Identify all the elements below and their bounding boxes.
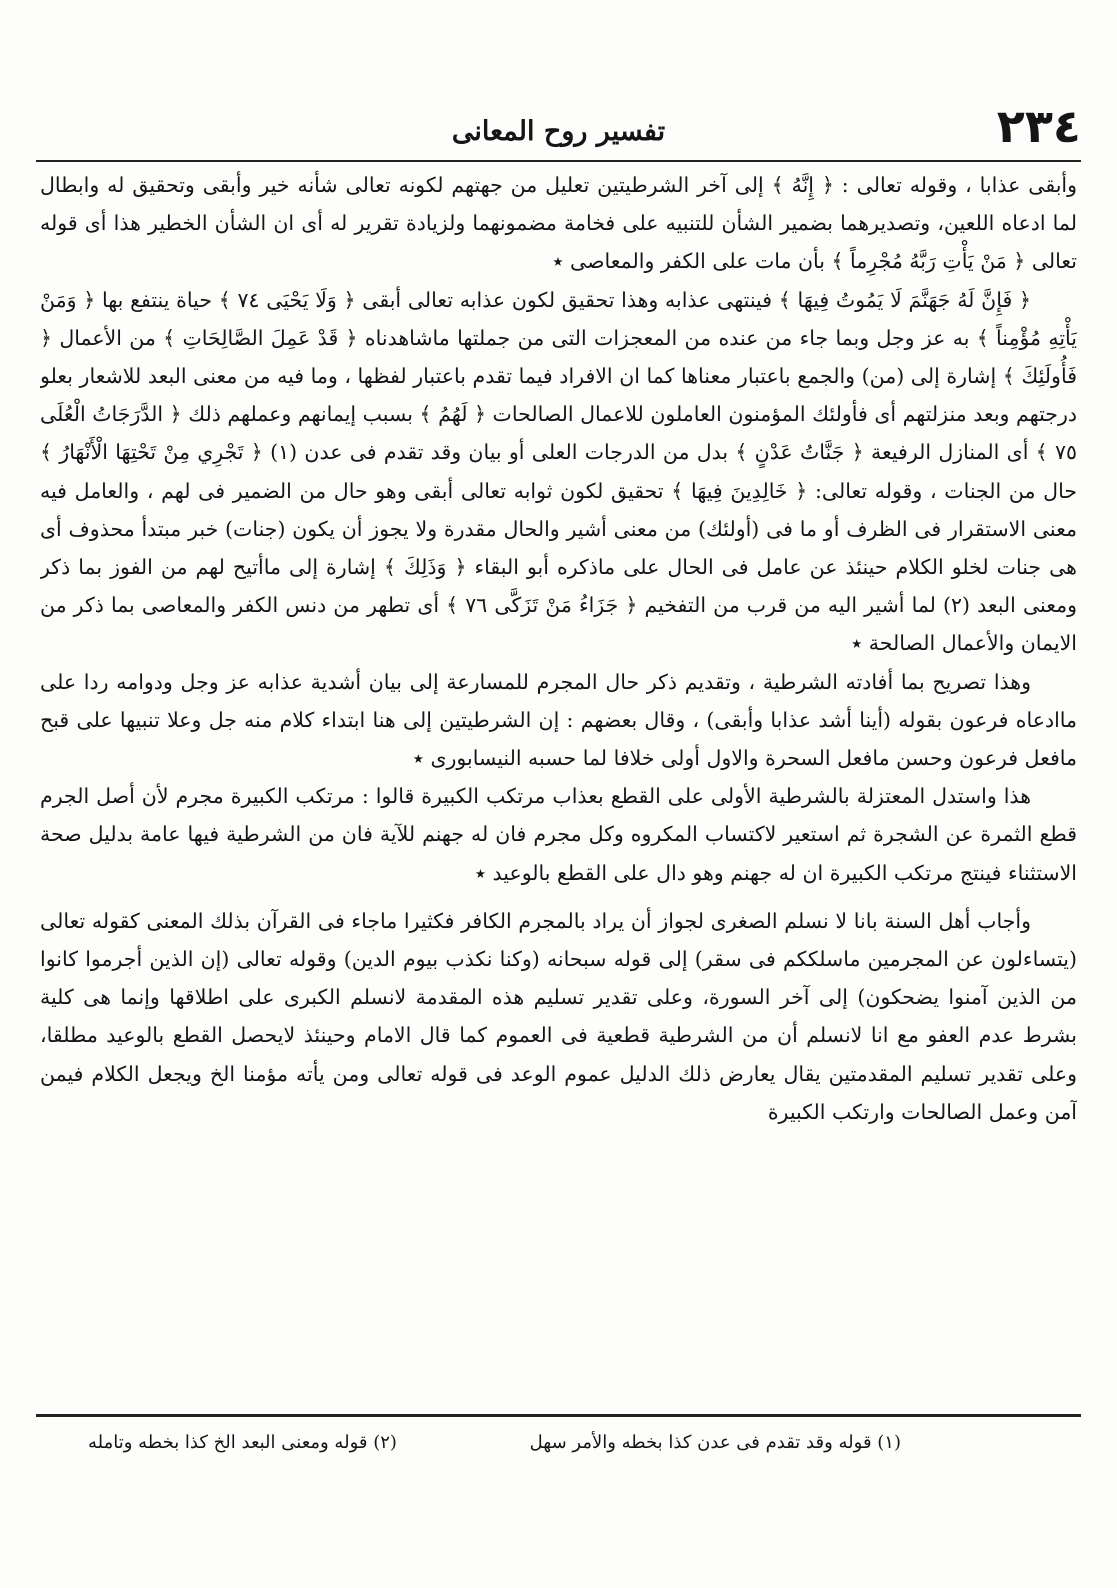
footnote-2: (٢) قوله ومعنى البعد الخ كذا بخطه وتامله [88, 1432, 397, 1453]
paragraph-5: وأجاب أهل السنة بانا لا نسلم الصغرى لجواز أن يراد بالمجرم الكافر فكثيرا ماجاء فى القرآن بذلك المعنى كقوله تعالى (يتساءلون عن المجرمين ماسلككم فى سقر) إلى قوله سبحانه (وكنا نكذب بيوم الدين) وقوله تعالى (إن الذين أجرموا كانوا من الذين آمنوا يضحكون) إلى آخر السورة، وعلى تقدير تسليم هذه المقدمة لانسلم الكبرى على اطلاقها وإنما هى كلية بشرط عدم العفو مع انا لانسلم أن من الشرطية قطعية فى العموم كما قال الامام وحينئذ لايحصل القطع بالوعيد مطلقا، وعلى تقدير تسليم المقدمتين يقال يعارض ذلك الدليل عموم الوعد فى قوله تعالى ومن يأته مؤمنا الخ ويجعل الكلام فيمن آمن وعمل الصالحات وارتكب الكبيرة [40, 908, 1077, 1124]
footnotes [40, 1428, 1077, 1468]
footnote-rule [36, 1414, 1081, 1417]
paragraph-3: وهذا تصريح بما أفادته الشرطية ، وتقديم ذكر حال المجرم للمسارعة إلى بيان أشدية عذابه عز وجل ودوامه ردا على ماادعاه فرعون بقوله (أينا أشد عذابا وأبقى) ، وقال بعضهم : إن الشرطيتين إلى هنا ابتداء كلام منه جل وعلا تنبيها على قبح مافعل فرعون وحسن مافعل السحرة والاول أولى خلافا لما حسبه النيسابورى ٭ [40, 669, 1077, 771]
page-number: ٢٣٤ [996, 99, 1081, 153]
page-header [36, 96, 1081, 158]
running-title: تفسير روح المعانى [451, 116, 666, 147]
header-rule [36, 160, 1081, 162]
paragraph-4: هذا واستدل المعتزلة بالشرطية الأولى على القطع بعذاب مرتكب الكبيرة قالوا : مرتكب الكبيرة مجرم لأن أصل الجرم قطع الثمرة عن الشجرة ثم استعير لاكتساب المكروه وكل مجرم فان له جهنم للآية فان من الشرطية فيها عامة بدليل صحة الاستثناء فينتج مرتكب الكبيرة ان له جهنم وهو دال على القطع بالوعيد ٭ [40, 784, 1077, 885]
footnote-1: (١) قوله وقد تقدم فى عدن كذا بخطه والأمر سهل [529, 1432, 901, 1453]
paragraph-2: ﴿ فَإِنَّ لَهُ جَهَنَّمَ لَا يَمُوتُ فِيهَا ﴾ فينتهى عذابه وهذا تحقيق لكون عذابه تعالى أبقى ﴿ وَلَا يَحْيَى ٧٤ ﴾ حياة ينتفع بها ﴿ وَمَنْ يَأْتِهِ مُؤْمِناً ﴾ به عز وجل وبما جاء من عنده من المعجزات التى من جملتها ماشاهدناه ﴿ قَدْ عَمِلَ الصَّالِحَاتِ ﴾ من الأعمال ﴿ فَأُولَئِكَ ﴾ إشارة إلى (من) والجمع باعتبار معناها كما ان الافراد فيما تقدم باعتبار لفظها ، وما فيه من معنى البعد للاشعار بعلو درجتهم وبعد منزلتهم أى فأولئك المؤمنون العاملون للاعمال الصالحات ﴿ لَهُمُ ﴾ بسبب إيمانهم وعملهم ذلك ﴿ الدَّرَجَاتُ الْعُلَى ٧٥ ﴾ أى المنازل الرفيعة ﴿ جَنَّاتُ عَدْنٍ ﴾ بدل من الدرجات العلى أو بيان وقد تقدم فى عدن (١) ﴿ تَجْرِي مِنْ تَحْتِهَا الْأَنْهَارُ ﴾ حال من الجنات ، وقوله تعالى: ﴿ خَالِدِينَ فِيهَا ﴾ تحقيق لكون ثوابه تعالى أبقى وهو حال من الضمير فى لهم ، والعامل فيه معنى الاستقرار فى الظرف أو ما فى (أولئك) من معنى أشير والحال مقدرة ولا يجوز أن يكون (جنات) خبر مبتدأ محذوف أى هى جنات لخلو الكلام حينئذ عن عامل فى الحال على ماذكره أبو البقاء ﴿ وَذَلِكَ ﴾ إشارة إلى ماأتيح لهم من الفوز بما ذكر ومعنى البعد (٢) لما أشير اليه من قرب من التفخيم ﴿ جَزَاءُ مَنْ تَزَكَّى ٧٦ ﴾ أى تطهر من دنس الكفر والمعاصى بما ذكر من الايمان والأعمال الصالحة ٭ [40, 287, 1077, 656]
paragraph-1: وأبقى عذابا ، وقوله تعالى : ﴿ إِنَّهُ ﴾ إلى آخر الشرطيتين تعليل من جهتهم لكونه تعالى شأنه خير وأبقى وتحقيق له وابطال لما ادعاه اللعين، وتصديرهما بضمير الشأن للتنبيه على فخامة مضمونهما ولزيادة تقرير له أى ان الشأن الخطير هذا أى قوله تعالى ﴿ مَنْ يَأْتِ رَبَّهُ مُجْرِماً ﴾ بأن مات على الكفر والمعاصى ٭ [40, 173, 1077, 274]
main-text [40, 166, 1077, 1406]
